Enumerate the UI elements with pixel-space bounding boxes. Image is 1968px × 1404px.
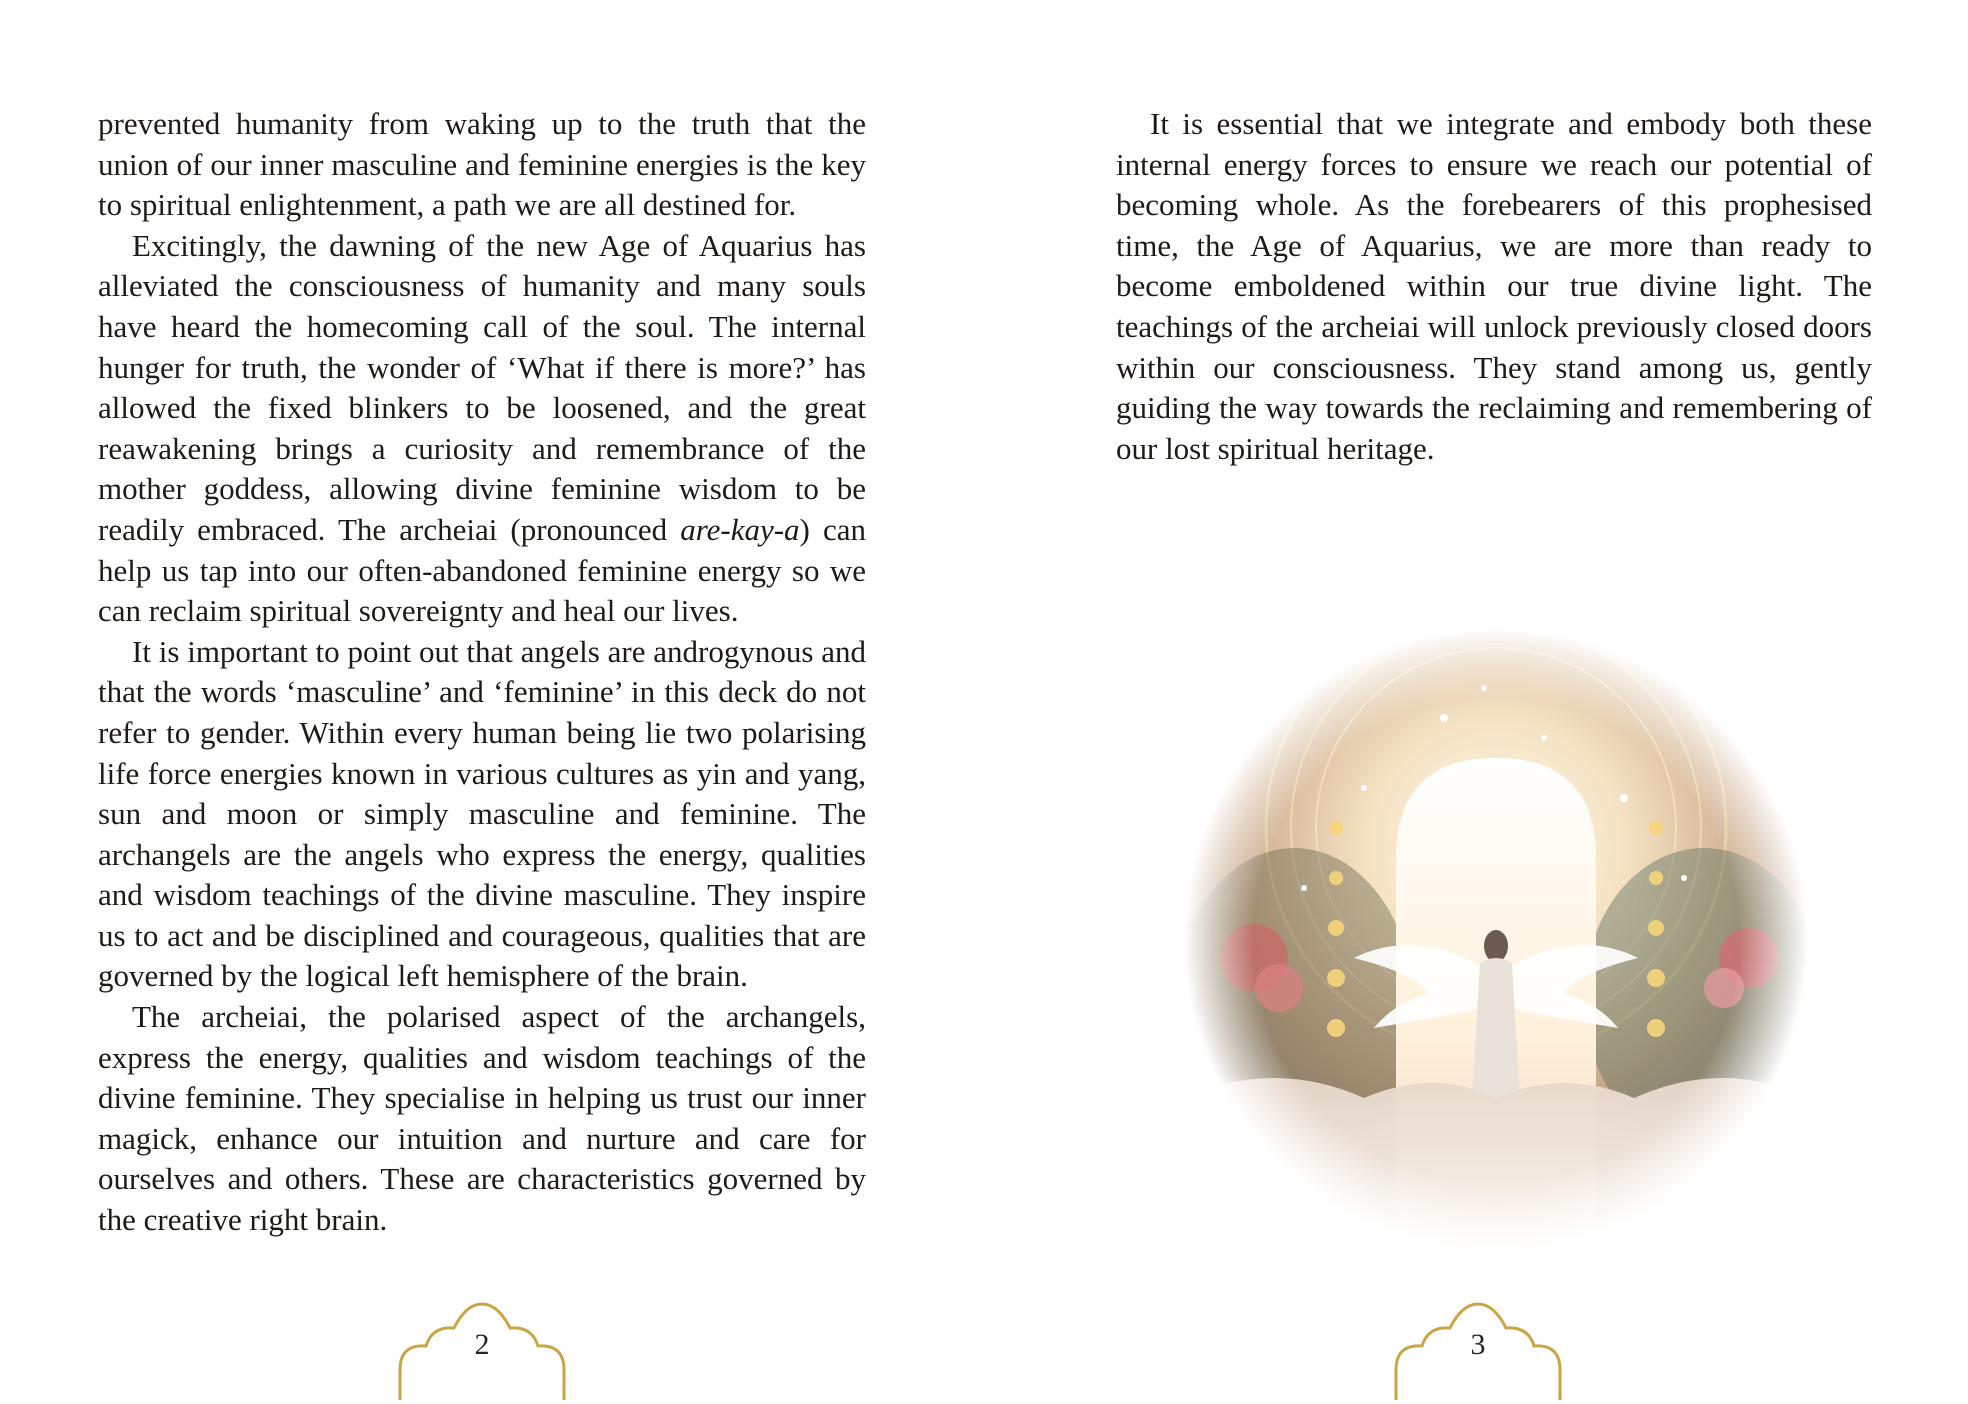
paragraph: prevented humanity from waking up to the truth that the union of our inner masculine and feminine energies is the key to spiritual enlightenment, a path we are all destined for. bbox=[98, 106, 866, 223]
paragraph: It is essential that we integrate and embody both these internal energy forces to ensure we reach our potential of becoming whole. As the forebearers of this prophesised time, the Age of Aquarius, we are more than ready to become emboldened within our true divine light. The teachings of the archeiai will unlock previously closed doors within our consciousness. They stand among us, gently guiding the way towards the reclaiming and remembering of our lost spiritual heritage. bbox=[1116, 106, 1872, 466]
right-page bbox=[984, 0, 1968, 1400]
paragraph: It is important to point out that angels are androgynous and that the words ‘masculine’ and ‘feminine’ in this deck do not refer to gender. Within every human being lie two polarising life force energies known in various cultures as yin and yang, sun and moon or simply masculine and feminine. The archangels are the angels who express the energy, qualities and wisdom teachings of the divine masculine. They inspire us to act and be disciplined and courageous, qualities that are governed by the logical left hemisphere of the brain. bbox=[98, 633, 866, 994]
paragraph: The archeiai, the polarised aspect of the archangels, express the energy, qualities and wisdom teachings of the divine feminine. They specialise in helping us trust our inner magick, enhance our intuition and nurture and care for ourselves and others. These are characteristics governed by the creative right brain. bbox=[98, 999, 866, 1238]
page-number-ornament bbox=[392, 1290, 572, 1400]
pronunciation: are-kay-a bbox=[680, 511, 800, 547]
page-number: 3 bbox=[1470, 1328, 1486, 1361]
paragraph-text: Excitingly, the dawning of the new Age of Aquarius has alleviated the consciousness of humanity and many souls have heard the homecoming call of the soul. The internal hunger for truth, the wonder of ‘What if there is more?’ has allowed the fixed blinkers to be loosened, and the great reawakening brings a curiosity and remembrance of the mother goddess, allowing divine feminine wisdom to be readily embraced. The archeiai (pronounced bbox=[98, 227, 866, 547]
left-page bbox=[0, 0, 984, 1400]
right-text-column bbox=[1116, 104, 1872, 469]
winged-figure-archway-image bbox=[1184, 628, 1808, 1252]
paragraph bbox=[98, 226, 866, 632]
left-text-column bbox=[98, 104, 866, 1241]
page-number: 2 bbox=[474, 1328, 490, 1361]
angel-illustration bbox=[1184, 628, 1808, 1252]
paragraph-text-tail: ) can help us tap into our often-abandoned feminine energy so we can reclaim spiritual sovereignty and heal our lives. bbox=[98, 511, 866, 629]
page-number-ornament bbox=[1388, 1290, 1568, 1400]
